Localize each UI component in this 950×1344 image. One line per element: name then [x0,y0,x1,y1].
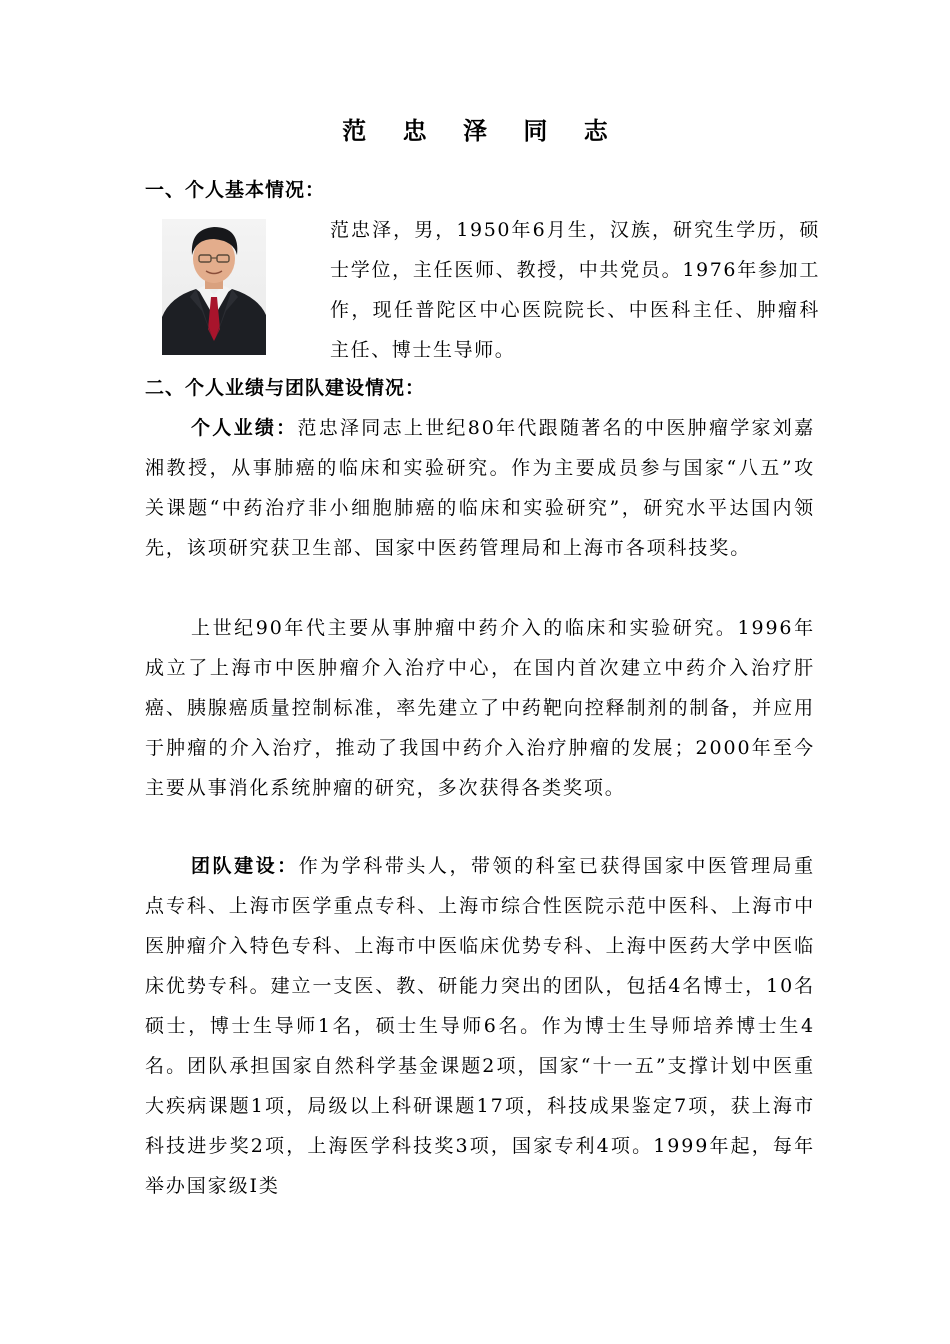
section-heading-basic-info: 一、个人基本情况： [145,179,326,201]
section-heading-achievements: 二、个人业绩与团队建设情况： [145,377,426,399]
basic-info-text: 范忠泽，男，1950年6月生，汉族，研究生学历，硕士学位，主任医师、教授，中共党员。1976年参加工作，现任普陀区中心医院院长、中医科主任、肿瘤科主任、博士生导师。 [330,219,820,361]
portrait-photo [162,219,266,355]
paragraph-personal-achievements [145,408,815,568]
team-building-label: 团队建设： [191,855,299,877]
paragraph-team-building [145,846,815,1206]
paragraph-1990s-research: 上世纪90年代主要从事肿瘤中药介入的临床和实验研究。1996年成立了上海市中医肿瘤介入治疗中心，在国内首次建立中药介入治疗肝癌、胰腺癌质量控制标准，率先建立了中药靶向控释制剂的制备，并应用于肿瘤的介入治疗，推动了我国中药介入治疗肿瘤的发展；2000年至今主要从事消化系统肿瘤的研究，多次获得各类奖项。 [145,617,815,799]
page-title: 范 忠 泽 同 志 [342,117,622,145]
personal-achievements-label: 个人业绩： [191,417,298,439]
personal-achievements-text: 范忠泽同志上世纪80年代跟随著名的中医肿瘤学家刘嘉湘教授，从事肺癌的临床和实验研究。作为主要成员参与国家“八五”攻关课题“中药治疗非小细胞肺癌的临床和实验研究”，研究水平达国内领先，该项研究获卫生部、国家中医药管理局和上海市各项科技奖。 [145,417,815,559]
team-building-text: 作为学科带头人，带领的科室已获得国家中医管理局重点专科、上海市医学重点专科、上海市综合性医院示范中医科、上海市中医肿瘤介入特色专科、上海市中医临床优势专科、上海中医药大学中医临床优势专科。建立一支医、教、研能力突出的团队，包括4名博士，10名硕士，博士生导师1名，硕士生导师6名。作为博士生导师培养博士生4名。团队承担国家自然科学基金课题2项，国家“十一五”支撑计划中医重大疾病课题1项，局级以上科研课题17项，科技成果鉴定7项，获上海市科技进步奖2项，上海医学科技奖3项，国家专利4项。1999年起，每年举办国家级Ⅰ类 [145,855,815,1197]
